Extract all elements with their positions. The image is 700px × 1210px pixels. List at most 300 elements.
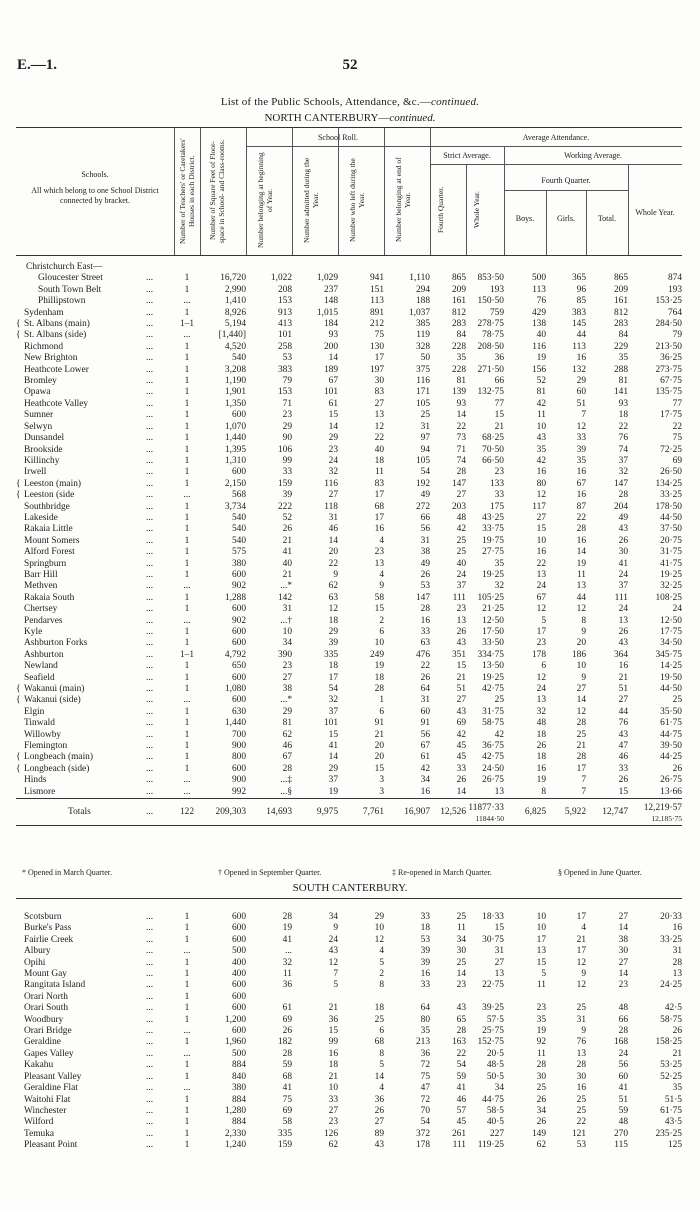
- total-cell: 74: [618, 444, 628, 455]
- whole-year-header: Whole Year.: [635, 208, 675, 217]
- left-cell: 43: [374, 1140, 384, 1151]
- school-name-cell: [16, 764, 174, 775]
- floor-space-cell: 380: [231, 558, 246, 569]
- table-row: [16, 969, 682, 980]
- left-cell: 17: [374, 512, 384, 523]
- table-row: [16, 365, 682, 376]
- school-name: Scotsburn: [24, 912, 62, 922]
- floor-space-cell: 1,901: [224, 387, 246, 398]
- roll-end-cell: 171: [415, 387, 430, 398]
- strict-fourth-quarter-cell: 163: [451, 1037, 466, 1048]
- whole-year-cell: 58·75: [660, 1014, 682, 1025]
- teachers-houses-cell: 1: [184, 467, 190, 478]
- boys-cell: 178: [531, 649, 546, 660]
- teachers-houses-cell: 1: [184, 433, 190, 444]
- boys-cell: 26: [536, 1094, 546, 1105]
- teachers-houses-cell: 1: [184, 512, 190, 523]
- roll-end-cell: 272: [415, 501, 430, 512]
- left-cell: 27: [374, 1117, 384, 1128]
- girls-cell: 14: [576, 695, 586, 706]
- girls-cell: 17: [576, 946, 586, 957]
- girls-cell: 60: [576, 387, 586, 398]
- roll-end-cell: 91: [420, 718, 430, 729]
- leader-dots: ...: [146, 376, 154, 387]
- leader-dots: ...: [146, 1128, 154, 1139]
- strict-fourth-quarter-cell: 139: [451, 387, 466, 398]
- whole-year-cell: 41·75: [660, 558, 682, 569]
- roll-end-cell: 54: [420, 1117, 430, 1128]
- roll-beginning-cell: 11: [282, 969, 292, 980]
- strict-fourth-quarter-cell: 25: [456, 912, 466, 922]
- roll-end-cell: 70: [420, 1105, 430, 1116]
- school-name: Newland: [24, 661, 58, 672]
- school-name: Richmond: [24, 341, 64, 352]
- strict-whole-year-header: Whole Year.: [472, 191, 481, 229]
- school-name-cell: [16, 387, 174, 398]
- strict-fourth-quarter-cell: 35: [456, 353, 466, 364]
- roll-end-cell: 1,110: [409, 273, 430, 284]
- strict-whole-year-cell: 57·5: [486, 1014, 504, 1025]
- strict-whole-year-cell: 21: [494, 421, 504, 432]
- leader-dots: ...: [146, 1140, 154, 1151]
- strict-whole-year-cell: 15: [494, 410, 504, 421]
- floor-space-cell: 600: [231, 569, 246, 580]
- school-name: Woodbury: [24, 1014, 64, 1025]
- roll-end-cell: 75: [420, 1071, 430, 1082]
- leader-dots: ...: [146, 672, 154, 683]
- table-row: [16, 376, 682, 387]
- girls-cell: 21: [576, 934, 586, 945]
- total-cell: 23: [618, 980, 628, 991]
- table-row: [16, 764, 682, 775]
- roll-end-cell: 213: [415, 1037, 430, 1048]
- total-cell: 35: [618, 353, 628, 364]
- school-name-cell: [16, 365, 174, 376]
- floor-space-cell: 884: [231, 1060, 246, 1071]
- strict-whole-year-cell: 12·50: [482, 615, 504, 626]
- teachers-houses-cell: ...: [183, 581, 191, 592]
- strict-whole-year-cell: 42·75: [482, 684, 504, 695]
- bracket-mark: {: [16, 752, 21, 763]
- total-cell: 229: [613, 341, 628, 352]
- boys-cell: 113: [532, 284, 546, 295]
- admitted-cell: 27: [328, 1105, 338, 1116]
- strict-fourth-quarter-cell: 45: [456, 741, 466, 752]
- floor-space-cell: 600: [231, 695, 246, 706]
- whole-year-cell: 12·50: [660, 615, 682, 626]
- school-name-cell: [16, 524, 174, 535]
- boys-cell: 28: [536, 1060, 546, 1071]
- girls-cell: 17: [576, 763, 586, 774]
- school-name: Killinchy: [24, 455, 60, 466]
- strict-fourth-quarter-cell: 65: [456, 1014, 466, 1025]
- table-row: [16, 433, 682, 444]
- school-name-cell: [16, 616, 174, 627]
- school-name: Gapes Valley: [24, 1048, 74, 1059]
- whole-year-cell: 79: [672, 330, 682, 341]
- strict-fourth-quarter-cell: 14: [456, 410, 466, 421]
- left-cell: 68: [374, 1037, 384, 1048]
- teachers-houses-cell: 1–1: [179, 319, 195, 330]
- school-name: South Town Belt: [38, 284, 102, 295]
- total-cell: 27: [618, 912, 628, 922]
- column-headers: [16, 127, 682, 256]
- leader-dots: ...: [146, 1048, 154, 1059]
- strict-fourth-quarter-cell: 81: [456, 376, 466, 387]
- strict-fourth-quarter-cell: 93: [456, 398, 466, 409]
- whole-year-cell: 33·25: [660, 934, 682, 945]
- total-cell: 28: [618, 1026, 628, 1037]
- teachers-houses-cell: 1: [184, 1037, 190, 1048]
- leader-dots: ...: [146, 786, 154, 797]
- roll-beginning-cell: 46: [282, 741, 292, 752]
- teachers-houses-cell: 1: [184, 421, 190, 432]
- roll-end-cell: 16: [420, 615, 430, 626]
- whole-year-cell: 34·50: [660, 638, 682, 649]
- leader-dots: ...: [146, 1026, 154, 1037]
- table-row: [16, 1106, 682, 1117]
- total-boys-cell: [504, 799, 546, 826]
- roll-end-cell: 22: [420, 661, 430, 672]
- floor-space-cell: 400: [231, 957, 246, 968]
- school-name-cell: [16, 1060, 174, 1071]
- whole-year-cell: 52·25: [660, 1071, 682, 1082]
- footnote-september: † Opened in September Quarter.: [218, 868, 322, 877]
- roll-end-cell: 50: [420, 353, 430, 364]
- whole-year-cell: 153·25: [655, 296, 682, 307]
- floor-space-cell: 700: [231, 729, 246, 740]
- left-cell: 3: [379, 786, 384, 797]
- boys-cell: 35: [536, 1014, 546, 1025]
- admitted-cell: 61: [328, 398, 338, 409]
- strict-whole-year-cell: 78·75: [482, 330, 504, 341]
- total-cell: 43: [618, 524, 628, 535]
- school-name: Rakaia Little: [24, 524, 73, 535]
- girls-cell: 31: [576, 1014, 586, 1025]
- roll-end-cell: 64: [420, 1003, 430, 1014]
- leader-dots: ...: [146, 501, 154, 512]
- strict-whole-year-cell: 227: [489, 1128, 504, 1139]
- left-cell: 4: [379, 569, 384, 580]
- teachers-houses-cell: 1: [184, 376, 190, 387]
- table-row: [16, 661, 682, 672]
- whole-year-cell: 26·50: [660, 467, 682, 478]
- whole-year-cell: 31·75: [660, 547, 682, 558]
- boys-cell: 10: [536, 912, 546, 922]
- whole-year-cell: 36·25: [660, 353, 682, 364]
- strict-fourth-quarter-cell: 14: [456, 786, 466, 797]
- leader-dots: ...: [146, 547, 154, 558]
- girls-cell: 28: [576, 524, 586, 535]
- school-name-cell: [16, 1003, 174, 1014]
- school-name-cell: [16, 490, 174, 501]
- school-name: Orari South: [24, 1003, 69, 1014]
- leader-dots: ...: [146, 1003, 154, 1014]
- floor-space-cell: 568: [231, 490, 246, 501]
- table-row: [16, 513, 682, 524]
- admitted-cell: 19: [328, 786, 338, 797]
- strict-whole-year-cell: 43·25: [482, 512, 504, 523]
- school-name: Sumner: [24, 410, 54, 421]
- school-name-cell: [16, 1117, 174, 1128]
- leader-dots: ...: [146, 535, 154, 546]
- table-row: [16, 946, 682, 957]
- table-row: [16, 296, 682, 307]
- table-row: [16, 353, 682, 364]
- school-name: Winchester: [24, 1105, 67, 1116]
- totals-label: Totals: [68, 807, 91, 818]
- floor-space-cell: 1,310: [224, 455, 246, 466]
- floor-space-cell: 540: [231, 512, 246, 523]
- teachers-houses-cell: 1: [184, 729, 190, 740]
- strict-fourth-quarter-cell: 203: [451, 501, 466, 512]
- roll-end-cell: 119: [416, 330, 430, 341]
- total-cell: 26: [618, 535, 628, 546]
- school-name: St. Albans (side): [24, 330, 87, 341]
- school-name: Hinds: [24, 775, 47, 786]
- girls-cell: 14: [576, 547, 586, 558]
- table-row: [16, 422, 682, 433]
- boys-cell: 26: [536, 1117, 546, 1128]
- strict-fourth-quarter-cell: 161: [451, 296, 466, 307]
- admitted-cell: 62: [328, 581, 338, 592]
- admitted-cell: 32: [328, 695, 338, 706]
- whole-year-cell: 51·5: [664, 1094, 682, 1105]
- strict-whole-year-cell: 33: [494, 490, 504, 501]
- boys-cell: 5: [541, 969, 546, 980]
- whole-year-cell: 37·50: [660, 524, 682, 535]
- table-row: [16, 456, 682, 467]
- strict-whole-year-cell: 17·50: [482, 627, 504, 637]
- strict-fourth-quarter-cell: 21: [456, 672, 466, 683]
- strict-fourth-quarter-cell: 27: [456, 490, 466, 501]
- strict-whole-year-cell: 853·50: [477, 273, 504, 284]
- table-row: [16, 1095, 682, 1106]
- table-row: [16, 1072, 682, 1083]
- floor-space-cell: 600: [231, 638, 246, 649]
- girls-cell: 53: [576, 1140, 586, 1151]
- leader-dots: ...: [146, 330, 154, 341]
- leader-dots: ...: [146, 307, 154, 318]
- boys-cell: 19: [536, 353, 546, 364]
- whole-year-cell: [628, 992, 682, 1003]
- strict-fourth-quarter-cell: 111: [452, 592, 466, 603]
- table-row: [16, 490, 682, 501]
- table-row: [16, 467, 682, 478]
- left-cell: 941: [369, 273, 384, 284]
- floor-space-cell: 1,395: [224, 444, 246, 455]
- roll-end-cell: 31: [420, 535, 430, 546]
- roll-end-cell: 33: [420, 912, 430, 922]
- table-row: [16, 319, 682, 330]
- leader-dots: ...: [146, 284, 154, 295]
- strict-whole-year-cell: 19·75: [482, 535, 504, 546]
- strict-whole-year-cell: 132·75: [477, 387, 504, 398]
- admitted-cell: 5: [333, 980, 338, 991]
- admitted-cell: 184: [323, 319, 338, 330]
- left-cell: 4: [379, 1083, 384, 1094]
- left-cell: 18: [374, 672, 384, 683]
- teachers-houses-cell: 1: [184, 718, 190, 729]
- total-cell: 41: [618, 558, 628, 569]
- table-row: [16, 673, 682, 684]
- girls-cell: 7: [581, 410, 586, 421]
- floor-space-cell: 902: [231, 581, 246, 592]
- roll-beginning-cell: 21: [282, 569, 292, 580]
- whole-year-cell: 39·50: [660, 741, 682, 752]
- girls-cell: 30: [576, 1071, 586, 1082]
- roll-beginning-cell: 23: [282, 410, 292, 421]
- whole-year-cell: 35: [672, 1083, 682, 1094]
- boys-cell: 11: [536, 1048, 546, 1059]
- strict-whole-year-cell: 25: [494, 695, 504, 706]
- totals-label-cell: [16, 799, 174, 826]
- table-row: [16, 1060, 682, 1071]
- leader-dots: ...: [146, 387, 154, 398]
- whole-year-cell: 158·25: [655, 1037, 682, 1048]
- whole-year-cell: 134·25: [655, 478, 682, 489]
- whole-year-cell: 24·25: [660, 980, 682, 991]
- left-cell: 21: [374, 729, 384, 740]
- strict-fourth-quarter-cell: 15: [456, 661, 466, 672]
- roll-beginning-cell: 26: [282, 524, 292, 535]
- roll-end-cell: 1,037: [408, 307, 430, 318]
- roll-beginning-cell: 41: [282, 1083, 292, 1094]
- school-name: Brookside: [24, 444, 63, 455]
- boys-cell: 10: [536, 421, 546, 432]
- teachers-houses-cell: 1: [184, 1128, 190, 1139]
- school-name-cell: [16, 730, 174, 741]
- girls-cell: 7: [581, 775, 586, 786]
- strict-fourth-quarter-header: Fourth Quarter.: [436, 186, 445, 234]
- report-code: E.—1.: [17, 57, 58, 73]
- boys-cell: 19: [536, 1026, 546, 1037]
- school-name: Longbeach (main): [24, 752, 93, 763]
- floor-space-cell: 992: [231, 786, 246, 797]
- teachers-houses-cell: 1: [184, 592, 190, 603]
- table-row: [16, 695, 682, 706]
- boys-cell: 42: [536, 455, 546, 466]
- teachers-houses-cell: ...: [183, 615, 191, 626]
- left-cell: 13: [374, 558, 384, 569]
- total-cell: 38: [618, 934, 628, 945]
- strict-fourth-quarter-cell: 111: [452, 1140, 466, 1151]
- left-cell: 249: [369, 649, 384, 660]
- total-strict-fourth-quarter-cell: [430, 799, 466, 826]
- teachers-houses-cell: 1: [184, 1117, 190, 1128]
- table-row: [16, 958, 682, 969]
- roll-beginning-cell: 106: [277, 444, 292, 455]
- floor-space-cell: [1,440]: [218, 330, 246, 341]
- whole-year-cell: 284·50: [655, 319, 682, 330]
- leader-dots: ...: [146, 1071, 154, 1082]
- boys-cell: 62: [536, 1140, 546, 1151]
- girls-header: Girls.: [557, 214, 575, 223]
- table-row: [16, 650, 682, 661]
- strict-whole-year-cell: 50·5: [486, 1071, 504, 1082]
- whole-year-cell: 19·50: [660, 672, 682, 683]
- admitted-cell: 34: [328, 912, 338, 922]
- roll-end-cell: 66: [420, 512, 430, 523]
- table-row: [16, 559, 682, 570]
- boys-cell: 8: [541, 786, 546, 797]
- admitted-cell: 29: [328, 433, 338, 444]
- roll-beginning-cell: 101: [277, 330, 292, 341]
- total-cell: 56: [618, 1060, 628, 1071]
- teachers-houses-cell: 1: [184, 672, 190, 683]
- roll-beginning-cell: 159: [277, 478, 292, 489]
- girls-cell: 67: [576, 478, 586, 489]
- strict-whole-year-cell: 20·5: [486, 1048, 504, 1059]
- school-name: Pleasant Valley: [24, 1071, 82, 1082]
- floor-space-header: Number of Square Feet of Floor-space in School- and Class-rooms.: [208, 139, 226, 243]
- strict-whole-year-cell: 334·75: [477, 649, 504, 660]
- school-name-cell: [16, 946, 174, 957]
- table-row: [16, 1026, 682, 1037]
- admitted-cell: 43: [328, 946, 338, 957]
- whole-year-cell: 25: [672, 695, 682, 706]
- strict-fourth-quarter-cell: 69: [456, 718, 466, 729]
- strict-fourth-quarter-cell: 26: [456, 775, 466, 786]
- roll-end-cell: 385: [415, 319, 430, 330]
- girls-cell: 33: [576, 433, 586, 444]
- admitted-cell: 29: [328, 627, 338, 637]
- roll-beginning-cell: 159: [277, 1140, 292, 1151]
- left-cell: 151: [369, 284, 384, 295]
- left-cell: 25: [374, 1014, 384, 1025]
- strict-whole-year-cell: 133: [489, 478, 504, 489]
- roll-beginning-cell: 31: [282, 604, 292, 615]
- floor-space-cell: 2,330: [224, 1128, 246, 1139]
- school-name-cell: [16, 422, 174, 433]
- strict-whole-year-cell: 208·50: [477, 341, 504, 352]
- admitted-cell: 33: [328, 1094, 338, 1105]
- schools-label: Schools.: [81, 170, 109, 179]
- roll-beginning-cell: 1,022: [270, 273, 292, 284]
- roll-beginning-cell: 153: [277, 387, 292, 398]
- roll-beginning-cell: 69: [282, 1014, 292, 1025]
- leader-dots: ...: [146, 467, 154, 478]
- school-name: Heathcote Lower: [24, 364, 89, 375]
- school-name: St. Albans (main): [24, 319, 90, 330]
- school-name: Gloucester Street: [38, 273, 103, 284]
- roll-end-cell: 192: [415, 478, 430, 489]
- roll-end-cell: 25: [420, 410, 430, 421]
- school-name: Pleasant Point: [24, 1140, 78, 1151]
- boys-cell: 81: [536, 387, 546, 398]
- table-row: [16, 1129, 682, 1140]
- left-cell: 1: [379, 695, 384, 706]
- left-cell: 9: [379, 581, 384, 592]
- school-name-cell: [16, 1026, 174, 1037]
- floor-space-cell: 4,792: [224, 649, 246, 660]
- school-name-cell: [16, 684, 174, 695]
- roll-beginning-cell: 62: [282, 729, 292, 740]
- total-admitted-cell: [292, 799, 338, 826]
- teachers-houses-cell: 1: [184, 478, 190, 489]
- roll-end-cell: 38: [420, 547, 430, 558]
- girls-cell: 113: [572, 341, 586, 352]
- whole-year-cell: 42·5: [664, 1003, 682, 1014]
- school-name-cell: [16, 673, 174, 684]
- teachers-houses-cell: ...: [183, 775, 191, 786]
- table-row: [16, 410, 682, 421]
- left-cell: 20: [374, 752, 384, 763]
- leader-dots: ...: [146, 627, 154, 637]
- girls-cell: 25: [576, 1105, 586, 1116]
- strict-fourth-quarter-cell: 22: [456, 1048, 466, 1059]
- leader-dots: ...: [146, 512, 154, 523]
